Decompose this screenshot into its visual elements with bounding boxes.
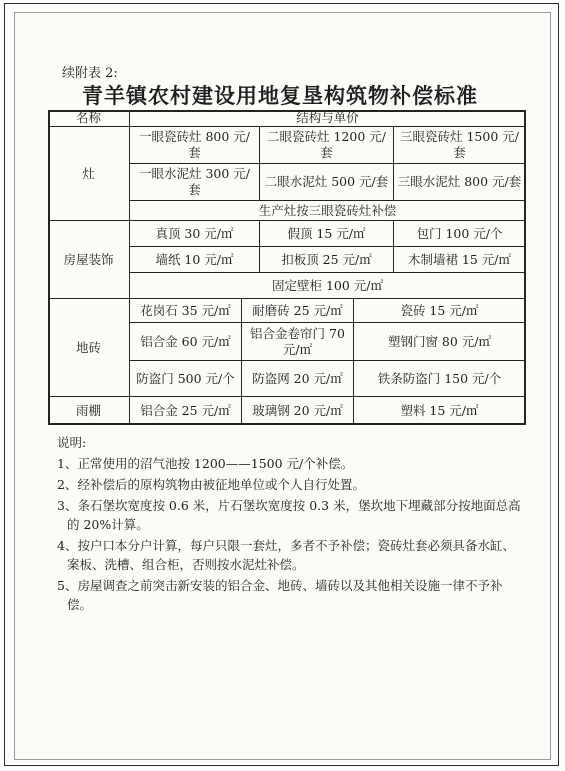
notes-section	[57, 433, 527, 614]
table-cell: 塑钢门窗 80 元/㎡	[354, 323, 526, 361]
row-label-zao: 灶	[48, 127, 130, 221]
table-cell: 铝合金卷帘门 70 元/㎡	[242, 323, 354, 361]
note-item: 2、经补偿后的原构筑物由被征地单位或个人自行处置。	[57, 477, 365, 492]
document-title: 青羊镇农村建设用地复垦构筑物补偿标准	[82, 83, 478, 108]
header-name: 名称	[48, 110, 130, 127]
table-cell: 三眼水泥灶 800 元/套	[394, 164, 526, 201]
table-cell: 防盗门 500 元/个	[130, 361, 242, 397]
table-cell: 一眼水泥灶 300 元/套	[130, 164, 260, 201]
table-cell: 瓷砖 15 元/㎡	[354, 299, 526, 323]
header-struct: 结构与单价	[130, 110, 526, 127]
table-cell: 塑料 15 元/㎡	[354, 397, 526, 425]
table-cell: 花岗石 35 元/㎡	[130, 299, 242, 323]
compensation-table	[48, 110, 526, 425]
table-cell: 铝合金 60 元/㎡	[130, 323, 242, 361]
row-label-dizhuan: 地砖	[48, 299, 130, 397]
table-cell: 防盗网 20 元/㎡	[242, 361, 354, 397]
table-cell: 二眼瓷砖灶 1200 元/套	[260, 127, 394, 164]
table-cell: 真顶 30 元/㎡	[130, 221, 260, 247]
table-cell: 二眼水泥灶 500 元/套	[260, 164, 394, 201]
notes-heading: 说明:	[57, 435, 87, 450]
note-item: 1、正常使用的沼气池按 1200——1500 元/个补偿。	[57, 456, 354, 471]
table-cell: 耐磨砖 25 元/㎡	[242, 299, 354, 323]
table-cell: 一眼瓷砖灶 800 元/套	[130, 127, 260, 164]
table-cell: 铁条防盗门 150 元/个	[354, 361, 526, 397]
table-cell: 玻璃钢 20 元/㎡	[242, 397, 354, 425]
table-cell: 扣板顶 25 元/㎡	[260, 247, 394, 273]
table-cell: 墙纸 10 元/㎡	[130, 247, 260, 273]
appendix-label: 续附表 2:	[62, 66, 118, 81]
table-cell: 三眼瓷砖灶 1500 元/套	[394, 127, 526, 164]
table-cell: 包门 100 元/个	[394, 221, 526, 247]
row-label-fangwu: 房屋装饰	[48, 221, 130, 299]
table-cell: 固定壁柜 100 元/㎡	[130, 273, 526, 299]
note-item: 3、条石堡坎宽度按 0.6 米，片石堡坎宽度按 0.3 米，堡坎地下埋藏部分按地面总高的 20%计算。	[57, 498, 521, 532]
note-item: 5、房屋调查之前突击新安装的铝合金、地砖、墙砖以及其他相关设施一律不予补偿。	[57, 578, 503, 612]
table-cell: 木制墙裙 15 元/㎡	[394, 247, 526, 273]
table-cell: 假顶 15 元/㎡	[260, 221, 394, 247]
table-cell: 生产灶按三眼瓷砖灶补偿	[130, 201, 526, 221]
row-label-yupeng: 雨棚	[48, 397, 130, 425]
table-cell: 铝合金 25 元/㎡	[130, 397, 242, 425]
note-item: 4、按户口本分户计算，每户只限一套灶，多者不予补偿；瓷砖灶套必须具备水缸、案板、洗槽、组合柜，否则按水泥灶补偿。	[57, 538, 515, 572]
